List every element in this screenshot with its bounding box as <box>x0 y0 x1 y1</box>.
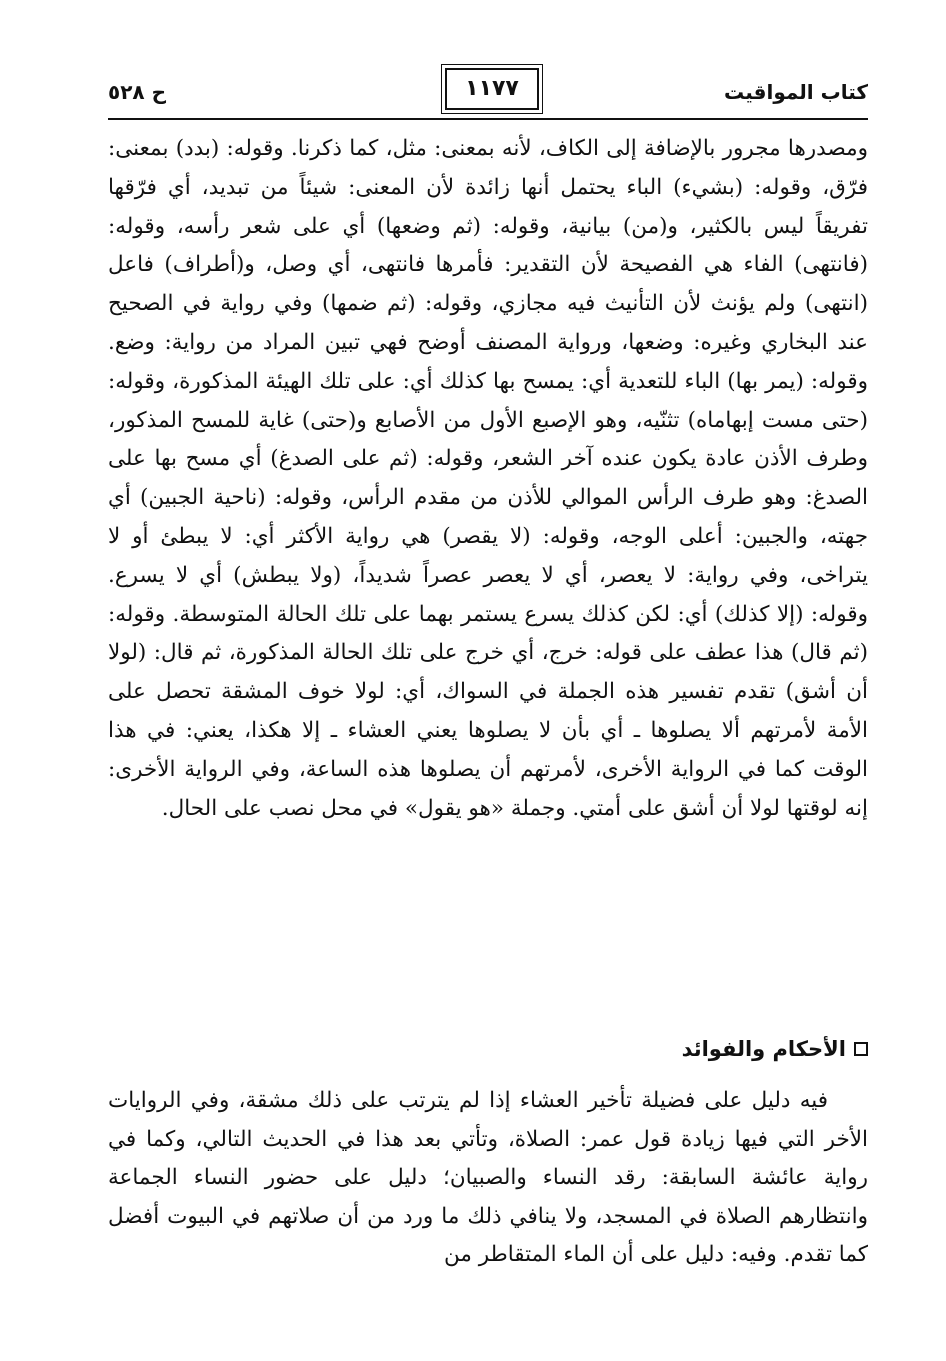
hadith-number-box: ١١٧٧ <box>445 68 539 110</box>
commentary-text <box>108 130 868 828</box>
square-bullet-icon <box>854 1042 868 1056</box>
page-header <box>108 66 868 118</box>
header-divider <box>108 118 868 120</box>
commentary-paragraph: ومصدرها مجرور بالإضافة إلى الكاف، لأنه بمعنى: مثل، كما ذكرنا. وقوله: (بدد) بمعنى: فرّق، وقوله: (بشيء) الباء يحتمل أنها زائدة لأن المعنى: شيئاً من تبديد، أي فرّقها تفريقاً ليس بالكثير، و(من) بيانية، وقوله: (ثم وضعها) أي على شعر رأسه، وقوله: (فانتهى) الفاء هي الفصيحة لأن التقدير: فأمرها فانتهى، أي وصل، و(أطراف) فاعل (انتهى) ولم يؤنث لأن التأنيث فيه مجازي، وقوله: (ثم ضمها) وفي رواية في الصحيح عند البخاري وغيره: وضعها، ورواية المصنف أوضح فهي تبين المراد من رواية: وضع. وقوله: (يمر بها) الباء للتعدية أي: يمسح بها كذلك أي: على تلك الهيئة المذكورة، وقوله: (حتى مست إبهاماه) تثنّيه، وهو الإصبع الأول من الأصابع و(حتى) غاية للمسح المذكور، وطرف الأذن عادة يكون عنده آخر الشعر، وقوله: (ثم على الصدغ) أي مسح بها على الصدغ: وهو طرف الرأس الموالي للأذن من مقدم الرأس، وقوله: (ناحية الجبين) أي جهته، والجبين: أعلى الوجه، وقوله: (لا يقصر) هي رواية الأكثر أي: لا يبطئ أو لا يتراخى، وفي رواية: لا يعصر، أي لا يعصر عصراً شديداً، (ولا يبطش) أي لا يسرع. وقوله: (إلا كذلك) أي: لكن كذلك يسرع يستمر بهما على تلك الحالة المتوسطة. وقوله: (ثم قال) هذا عطف على قوله: خرج، أي خرج على تلك الحالة المذكورة، ثم قال: (لولا أن أشق) تقدم تفسير هذه الجملة في السواك، أي: لولا خوف المشقة تحصل على الأمة لأمرتهم ألا يصلوها ـ أي بأن لا يصلوها يعني العشاء ـ إلا هكذا، يعني: في هذا الوقت كما في الرواية الأخرى، لأمرتهم أن يصلوها هذه الساعة، وفي الرواية الأخرى: إنه لوقتها لولا أن أشق على أمتي. وجملة «هو يقول» في محل نصب على الحال. <box>108 136 868 821</box>
rulings-text: فيه دليل على فضيلة تأخير العشاء إذا لم يترتب على ذلك مشقة، وفي الروايات الأخر التي فيها زيادة قول عمر: الصلاة، وتأتي بعد هذا في الحديث التالي، وكما في رواية عائشة السابقة: رقد النساء والصبيان؛ دليل على حضور النساء الجماعة وانتظارهم الصلاة في المسجد، ولا ينافي ذلك ما ورد من أن صلاتهم في البيوت أفضل كما تقدم. وفيه: دليل على أن الماء المتقاطر من <box>108 1088 868 1267</box>
section-heading <box>108 1030 868 1068</box>
page-number: ح ٥٢٨ <box>108 80 167 104</box>
section-heading-label: الأحكام والفوائد <box>681 1037 846 1061</box>
book-title: كتاب المواقيت <box>724 80 868 104</box>
